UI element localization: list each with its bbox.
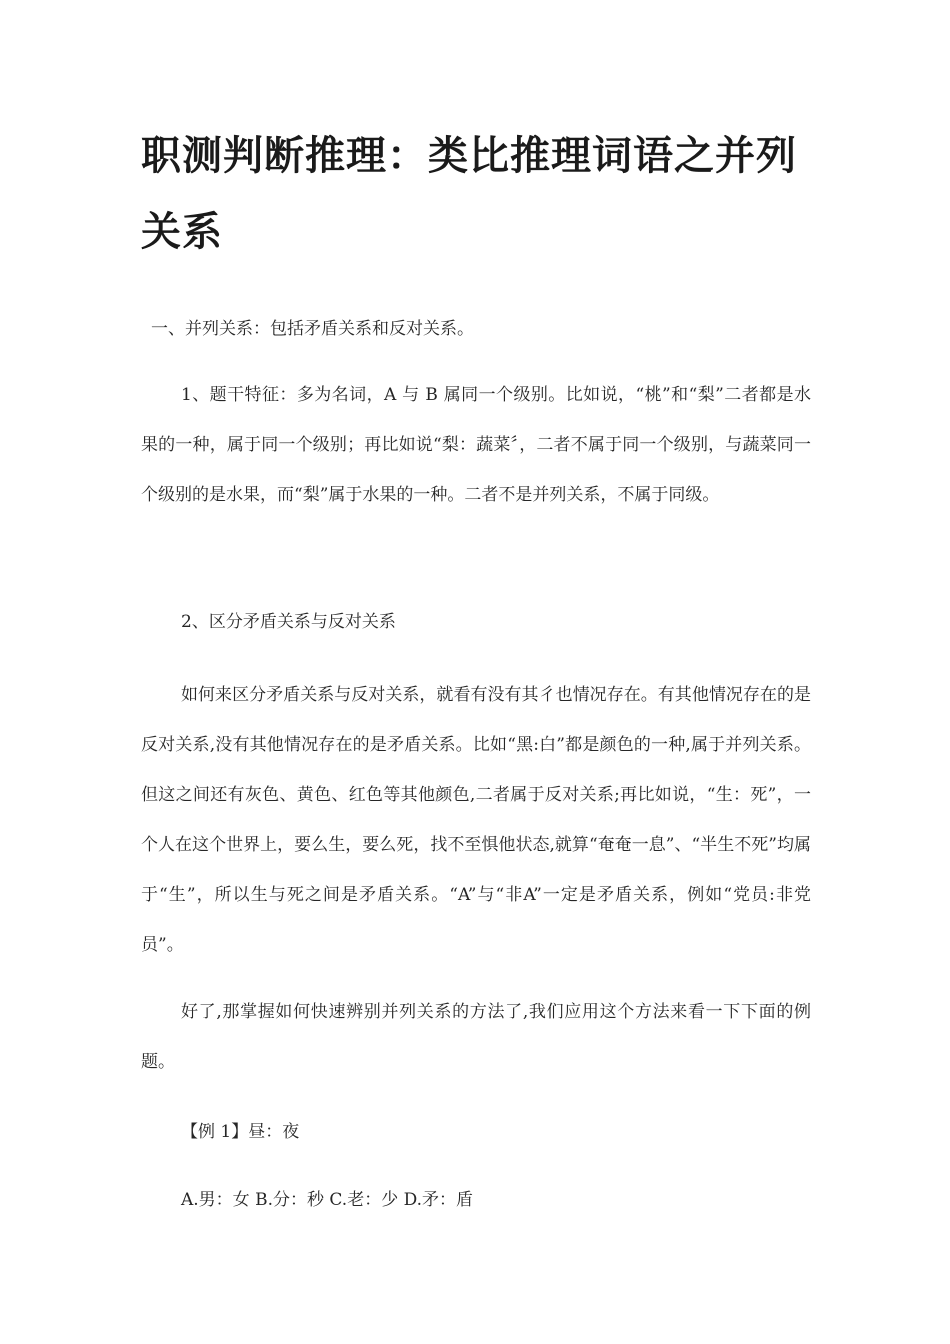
- section-heading: 一、并列关系：包括矛盾关系和反对关系。: [151, 319, 474, 339]
- paragraph-point-1: 1、题干特征：多为名词，A 与 B 属同一个级别。比如说，“桃”和“梨”二者都是水果的一种，属于同一个级别；再比如说“梨：蔬菜〞，二者不属于同一个级别，与蔬菜同一个级别的是水果，而“梨”属于水果的一种。二者不是并列关系，不属于同级。: [141, 385, 811, 505]
- page-title: 职测判断推理：类比推理词语之并列关系: [141, 133, 797, 255]
- example-stem: 【例 1】昼：夜: [181, 1122, 300, 1142]
- paragraph-point-2-heading: 2、区分矛盾关系与反对关系: [181, 612, 396, 632]
- paragraph-point-2-body: 如何来区分矛盾关系与反对关系，就看有没有其彳也情况存在。有其他情况存在的是反对关系,没有其他情况存在的是矛盾关系。比如“黑:白”都是颜色的一种,属于并列关系。但这之间还有灰色、黄色、红色等其他颜色,二者属于反对关系;再比如说，“生：死”，一个人在这个世界上，要么生，要么死，找不至惧他状态,就算“奄奄一息”、“半生不死”均属于“生”，所以生与死之间是矛盾关系。“A”与“非A”一定是矛盾关系，例如“党员:非党员”。: [141, 685, 811, 955]
- paragraph-transition: 好了,那掌握如何快速辨别并列关系的方法了,我们应用这个方法来看一下下面的例题。: [141, 1002, 811, 1072]
- example-options: A.男：女 B.分：秒 C.老：少 D.矛：盾: [181, 1190, 474, 1210]
